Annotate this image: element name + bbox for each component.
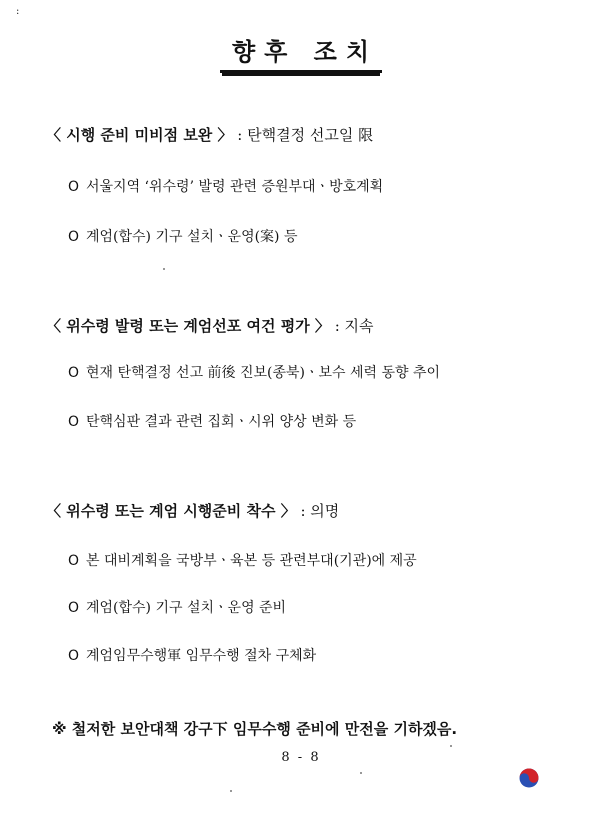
- bullet-circle: O: [68, 179, 80, 195]
- list-item-text: 탄핵심판 결과 관련 집회ㆍ시위 양상 변화 등: [86, 414, 357, 430]
- list-item: [68, 411, 356, 431]
- list-item-text: 서울지역 ‘위수령’ 발령 관련 증원부대ㆍ방호계획: [86, 179, 384, 195]
- list-item-text: 계엄임무수행軍 임무수행 절차 구체화: [86, 648, 317, 664]
- section-heading-3-suffix: : 의명: [295, 502, 340, 520]
- section-heading-1: [46, 124, 373, 145]
- page-number: 8 - 8: [281, 750, 321, 765]
- page-title-wrap: [0, 30, 602, 73]
- bullet-circle: O: [68, 553, 80, 569]
- list-item-text: 본 대비계획을 국방부ㆍ육본 등 관련부대(기관)에 제공: [86, 553, 417, 569]
- section-heading-1-text: 〈 시행 준비 미비점 보완 〉: [46, 126, 233, 144]
- section-heading-1-suffix: : 탄핵결정 선고일 限: [232, 126, 374, 144]
- corner-mark: :: [16, 6, 20, 17]
- scan-speck: [230, 790, 232, 792]
- section-heading-2-text: 〈 위수령 발령 또는 계엄선포 여건 평가 〉: [46, 317, 330, 335]
- section-heading-2: [46, 315, 374, 336]
- bullet-circle: O: [68, 365, 80, 381]
- list-item: [68, 362, 440, 382]
- list-item: [68, 226, 298, 246]
- scan-speck: [450, 745, 452, 747]
- section-heading-3-text: 〈 위수령 또는 계엄 시행준비 착수 〉: [46, 502, 296, 520]
- section-heading-3: [46, 500, 339, 521]
- scan-speck: [163, 268, 165, 270]
- bullet-circle: O: [68, 648, 80, 664]
- closing-note: ※ 철저한 보안대책 강구下 임무수행 준비에 만전을 기하겠음.: [52, 720, 458, 738]
- bullet-circle: O: [68, 600, 80, 616]
- bullet-circle: O: [68, 414, 80, 430]
- list-item-text: 계엄(합수) 기구 설치ㆍ운영 준비: [86, 600, 287, 616]
- list-item-text: 계엄(합수) 기구 설치ㆍ운영(案) 등: [86, 229, 298, 245]
- section-heading-2-suffix: : 지속: [329, 317, 374, 335]
- list-item: [68, 176, 383, 196]
- list-item: [68, 597, 286, 617]
- page-title: 향후 조치: [220, 30, 382, 73]
- scan-speck: [360, 772, 362, 774]
- bullet-circle: O: [68, 229, 80, 245]
- list-item-text: 현재 탄핵결정 선고 前後 진보(종북)ㆍ보수 세력 동향 추이: [86, 365, 441, 381]
- list-item: [68, 645, 316, 665]
- list-item: [68, 550, 417, 570]
- taeguk-seal-icon: [519, 768, 539, 788]
